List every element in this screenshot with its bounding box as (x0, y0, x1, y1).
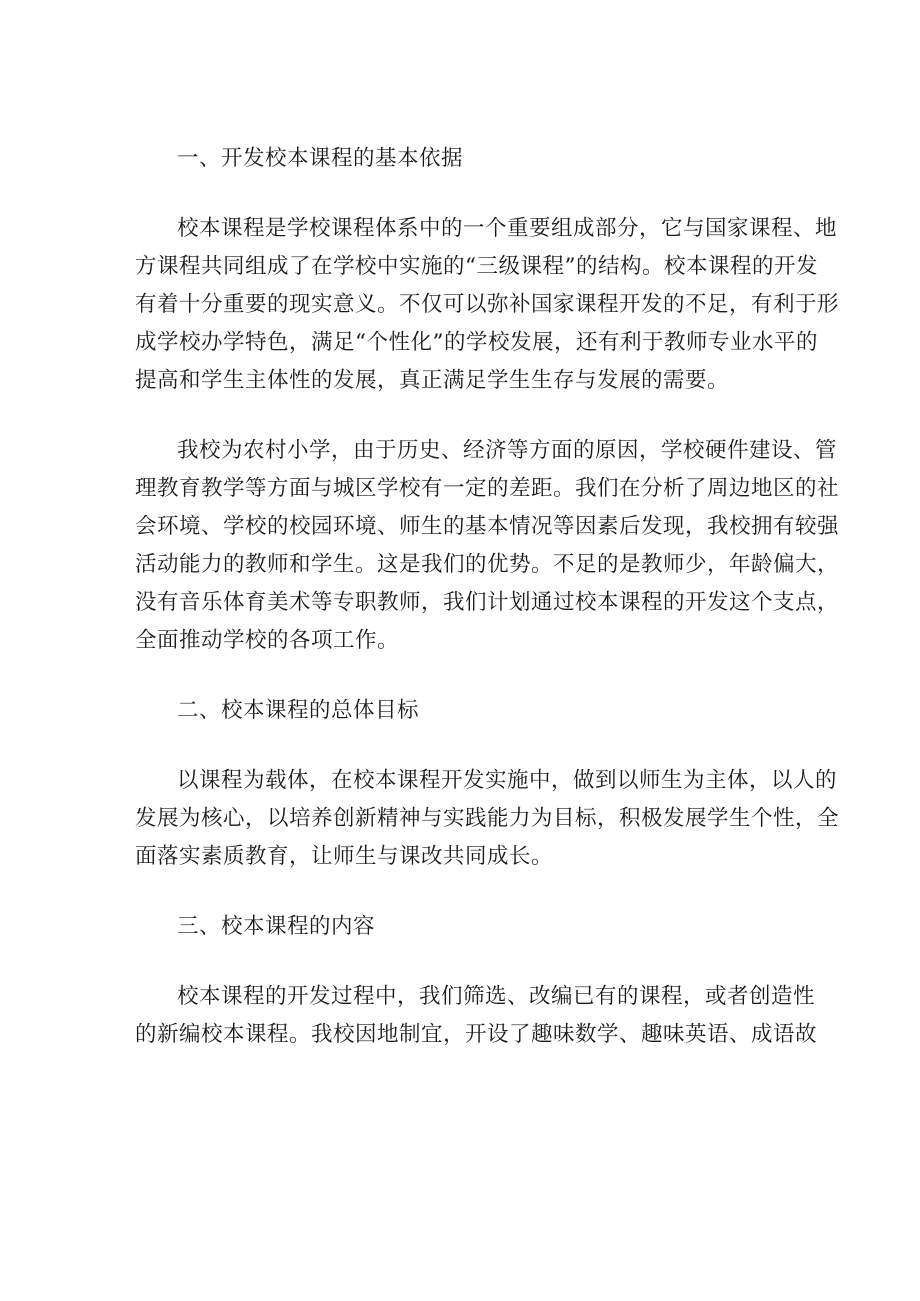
paragraph-4 (135, 978, 818, 1054)
section-heading-2: 二、校本课程的总体目标 (177, 698, 420, 723)
paragraph-line: 提高和学生主体性的发展，真正满足学生生存与发展的需要。 (135, 368, 730, 393)
paragraph-line: 校本课程的开发过程中，我们筛选、改编已有的课程，或者创造性 (177, 984, 816, 1009)
paragraph-1 (135, 210, 840, 400)
section-heading-3: 三、校本课程的内容 (177, 914, 376, 939)
paragraph-line: 活动能力的教师和学生。这是我们的优势。不足的是教师少，年龄偏大， (135, 552, 840, 577)
paragraph-2 (135, 432, 840, 660)
paragraph-line: 的新编校本课程。我校因地制宜，开设了趣味数学、趣味英语、成语故 (135, 1022, 818, 1047)
paragraph-line: 发展为核心，以培养创新精神与实践能力为目标，积极发展学生个性，全 (135, 806, 840, 831)
paragraph-line: 成学校办学特色，满足“个性化”的学校发展，还有利于教师专业水平的 (135, 330, 818, 355)
paragraph-line: 校本课程是学校课程体系中的一个重要组成部分，它与国家课程、地 (177, 216, 838, 241)
paragraph-line: 方课程共同组成了在学校中实施的“三级课程”的结构。校本课程的开发 (135, 254, 818, 279)
paragraph-line: 面落实素质教育，让师生与课改共同成长。 (135, 844, 554, 869)
paragraph-line: 我校为农村小学，由于历史、经济等方面的原因，学校硬件建设、管 (177, 438, 838, 463)
paragraph-line: 全面推动学校的各项工作。 (135, 628, 400, 653)
section-heading-1: 一、开发校本课程的基本依据 (177, 146, 464, 171)
paragraph-line: 理教育教学等方面与城区学校有一定的差距。我们在分析了周边地区的社 (135, 476, 840, 501)
paragraph-line: 以课程为载体，在校本课程开发实施中，做到以师生为主体，以人的 (177, 768, 838, 793)
paragraph-3 (135, 762, 840, 876)
paragraph-line: 会环境、学校的校园环境、师生的基本情况等因素后发现，我校拥有较强 (135, 514, 840, 539)
paragraph-line: 没有音乐体育美术等专职教师，我们计划通过校本课程的开发这个支点， (135, 590, 840, 615)
document-body (135, 140, 840, 1086)
paragraph-line: 有着十分重要的现实意义。不仅可以弥补国家课程开发的不足，有利于形 (135, 292, 840, 317)
